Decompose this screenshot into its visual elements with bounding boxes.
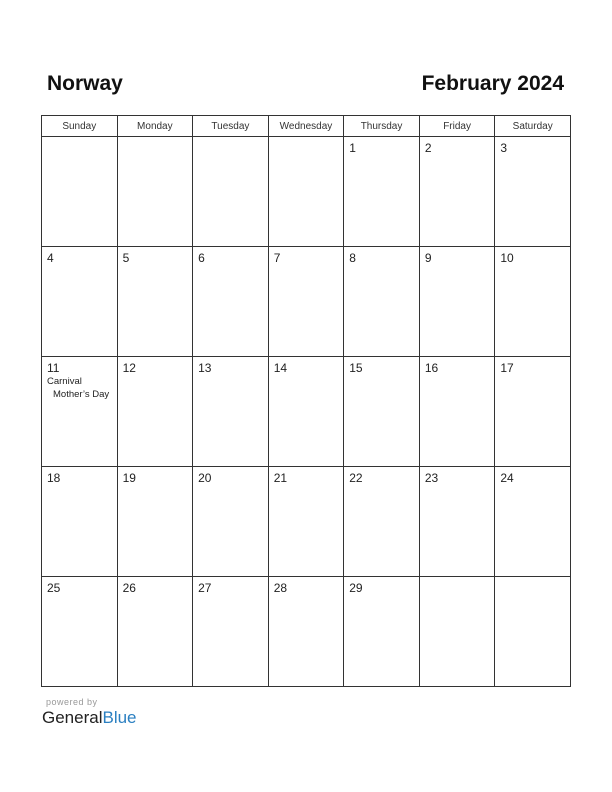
day-number — [42, 137, 117, 141]
day-number: 2 — [424, 141, 432, 155]
day-cell — [419, 357, 495, 467]
day-cell — [193, 577, 269, 687]
day-cell — [495, 357, 571, 467]
weekday-header-saturday: Saturday — [495, 116, 571, 137]
week-row — [42, 137, 571, 247]
day-cell — [495, 247, 571, 357]
day-number: 10 — [500, 251, 514, 265]
day-number: 27 — [198, 581, 212, 595]
holiday-mothers-day: Mother’s Day — [53, 389, 110, 400]
day-number — [193, 137, 268, 141]
day-cell — [495, 137, 571, 247]
day-cell — [268, 577, 344, 687]
day-cell — [193, 137, 269, 247]
day-cell — [344, 467, 420, 577]
month-title: February 2024 — [421, 72, 564, 95]
weekday-header-wednesday: Wednesday — [268, 116, 344, 137]
week-row — [42, 467, 571, 577]
day-number: 28 — [273, 581, 288, 595]
day-number: 26 — [122, 581, 136, 595]
country-title: Norway — [47, 72, 123, 95]
day-number: 25 — [47, 581, 61, 595]
week-row — [42, 247, 571, 357]
day-number: 22 — [349, 471, 363, 485]
day-number — [118, 137, 193, 141]
day-number: 3 — [500, 141, 508, 155]
day-cell — [117, 577, 193, 687]
day-number — [495, 577, 570, 581]
day-number: 15 — [349, 361, 363, 375]
day-cell — [117, 247, 193, 357]
day-number: 1 — [349, 141, 356, 155]
day-number: 7 — [273, 251, 281, 265]
week-row — [42, 577, 571, 687]
day-number: 20 — [198, 471, 212, 485]
day-cell — [42, 247, 118, 357]
day-cell — [193, 357, 269, 467]
day-number — [269, 137, 344, 141]
day-cell — [495, 577, 571, 687]
day-cell — [42, 577, 118, 687]
day-number: 6 — [198, 251, 205, 265]
day-number: 29 — [349, 581, 363, 595]
day-number: 16 — [424, 361, 439, 375]
powered-by-text: powered by — [46, 697, 98, 707]
day-cell — [42, 137, 118, 247]
day-number: 12 — [122, 361, 136, 375]
day-number: 9 — [424, 251, 432, 265]
day-number: 21 — [273, 471, 288, 485]
day-cell — [419, 247, 495, 357]
weekday-header-thursday: Thursday — [344, 116, 420, 137]
day-number: 23 — [424, 471, 439, 485]
day-cell — [344, 357, 420, 467]
day-cell — [419, 467, 495, 577]
brand-blue: Blue — [102, 708, 137, 727]
day-cell — [42, 467, 118, 577]
day-cell — [344, 577, 420, 687]
weekday-header-sunday: Sunday — [42, 116, 118, 137]
day-number: 5 — [122, 251, 130, 265]
day-number: 14 — [273, 361, 288, 375]
brand-general: General — [42, 708, 103, 727]
day-cell — [268, 357, 344, 467]
day-number: 11 — [47, 361, 60, 375]
day-number: 13 — [198, 361, 212, 375]
weekday-header-tuesday: Tuesday — [193, 116, 269, 137]
day-cell — [117, 467, 193, 577]
day-number: 18 — [47, 471, 61, 485]
day-cell — [419, 577, 495, 687]
weekday-header-friday: Friday — [419, 116, 495, 137]
day-cell — [268, 467, 344, 577]
calendar-grid — [41, 115, 571, 687]
day-number: 24 — [500, 471, 514, 485]
day-cell — [344, 247, 420, 357]
day-cell — [419, 137, 495, 247]
day-number: 8 — [349, 251, 356, 265]
day-cell — [117, 137, 193, 247]
day-cell — [268, 137, 344, 247]
day-cell — [42, 357, 118, 467]
day-number: 4 — [47, 251, 54, 265]
day-number — [420, 577, 495, 581]
day-cell — [495, 467, 571, 577]
day-cell — [193, 467, 269, 577]
day-cell — [268, 247, 344, 357]
generalblue-logo[interactable] — [42, 708, 137, 728]
day-cell — [117, 357, 193, 467]
week-row — [42, 357, 571, 467]
day-cell — [193, 247, 269, 357]
day-number: 17 — [500, 361, 514, 375]
day-number: 19 — [122, 471, 136, 485]
weekday-header-monday: Monday — [117, 116, 193, 137]
day-cell — [344, 137, 420, 247]
holiday-carnival: Carnival — [47, 376, 82, 387]
weekday-header-row — [42, 116, 571, 137]
